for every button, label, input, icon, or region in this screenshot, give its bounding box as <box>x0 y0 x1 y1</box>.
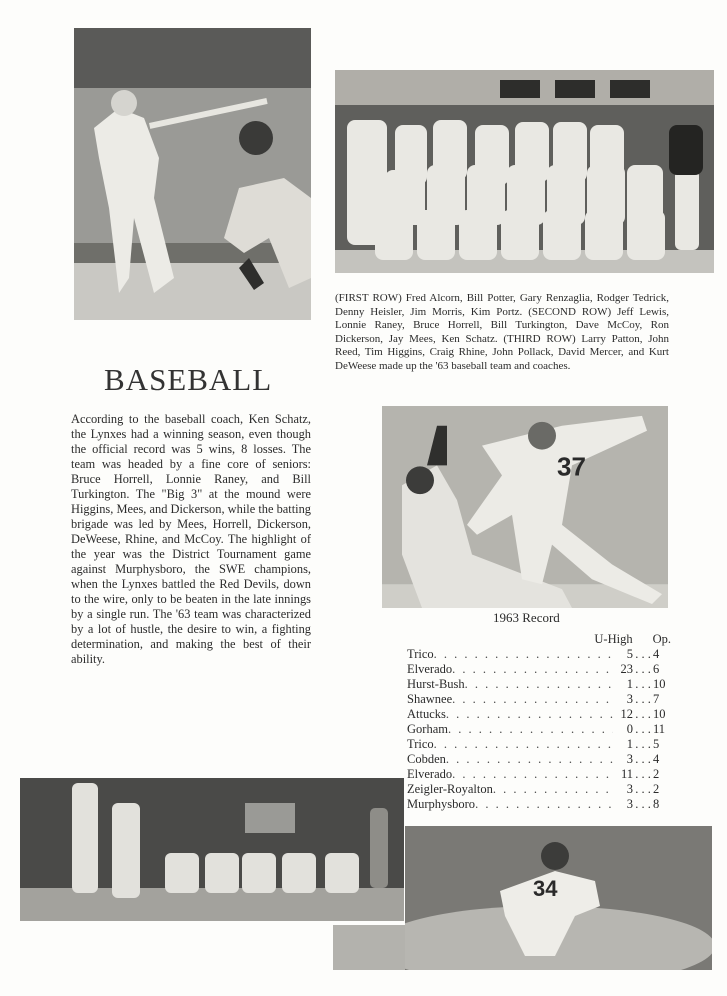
record-row <box>407 692 673 707</box>
score-separator: . . . <box>635 662 651 676</box>
score-separator: . . . <box>635 677 651 691</box>
score-separator: . . . <box>635 692 651 706</box>
record-row <box>407 707 673 722</box>
jersey-number-37: 37 <box>557 453 586 482</box>
record-opponent-score: 6 <box>653 662 660 676</box>
record-u-high-score: 12 <box>620 707 633 721</box>
dot-leader <box>493 782 613 797</box>
record-row <box>407 752 673 767</box>
record-team: Trico <box>407 737 434 751</box>
record-opponent-score: 2 <box>653 767 660 781</box>
record-row <box>407 737 673 752</box>
record-team: Hurst-Bush <box>407 677 465 691</box>
tag-play-photo <box>382 406 668 608</box>
record-opponent-score: 10 <box>653 677 666 691</box>
record-opponent-score: 7 <box>653 692 660 706</box>
score-separator: . . . <box>635 722 651 736</box>
team-photo-caption: (FIRST ROW) Fred Alcorn, Bill Potter, Gary Renzaglia, Rodger Tedrick, Denny Heisler, Jim Morris, Kim Portz. (SECOND ROW) Jeff Lewis, Lonnie Raney, Bruce Horrell, Bill Turkington, Dave McCoy, Ron Dickerson, Jay Mees, Ken Schatz. (THIRD ROW) Larry Patton, John Reed, Tim Higgins, Craig Rhine, John Pollack, David Mercer, and Kurt DeWeese made up the '63 baseball team and coaches. <box>335 292 669 372</box>
record-rows <box>407 647 673 812</box>
record-u-high-score: 1 <box>626 737 633 751</box>
dot-leader <box>448 722 613 737</box>
record-team: Murphysboro <box>407 797 476 811</box>
column-u-high: U-High <box>594 632 633 646</box>
team-photo <box>335 70 714 273</box>
record-row <box>407 782 673 797</box>
dot-leader <box>475 797 613 812</box>
score-separator: . . . <box>635 647 651 661</box>
dot-leader <box>465 677 613 692</box>
dot-leader <box>452 662 613 677</box>
record-team: Zeigler-Royalton <box>407 782 493 796</box>
record-row <box>407 677 673 692</box>
record-team: Elverado <box>407 662 453 676</box>
slide-photo-dust-extension <box>333 925 405 970</box>
record-row <box>407 767 673 782</box>
record-u-high-score: 3 <box>626 782 633 796</box>
score-separator: . . . <box>635 797 651 811</box>
score-separator: . . . <box>635 782 651 796</box>
slide-photo <box>405 826 712 970</box>
batter-photo <box>74 28 311 320</box>
record-u-high-score: 3 <box>626 797 633 811</box>
record-row <box>407 722 673 737</box>
record-row <box>407 647 673 662</box>
page-title: BASEBALL <box>104 362 273 397</box>
record-opponent-score: 10 <box>653 707 666 721</box>
dot-leader <box>434 737 613 752</box>
record-team: Attucks <box>407 707 446 721</box>
record-header <box>407 632 673 647</box>
record-title: 1963 Record <box>493 610 560 625</box>
record-team: Elverado <box>407 767 453 781</box>
record-opponent-score: 8 <box>653 797 660 811</box>
record-team: Gorham <box>407 722 448 736</box>
jersey-number-34: 34 <box>533 876 558 901</box>
score-separator: . . . <box>635 752 651 766</box>
dot-leader <box>446 707 613 722</box>
record-table <box>407 632 673 812</box>
record-opponent-score: 2 <box>653 782 660 796</box>
record-u-high-score: 23 <box>620 662 633 676</box>
score-separator: . . . <box>635 767 651 781</box>
record-u-high-score: 1 <box>626 677 633 691</box>
record-team: Cobden <box>407 752 446 766</box>
dugout-photo <box>20 778 404 921</box>
record-u-high-score: 0 <box>626 722 633 736</box>
dot-leader <box>446 752 613 767</box>
record-row <box>407 662 673 677</box>
record-opponent-score: 5 <box>653 737 660 751</box>
record-u-high-score: 3 <box>626 752 633 766</box>
record-u-high-score: 5 <box>626 647 633 661</box>
record-u-high-score: 3 <box>626 692 633 706</box>
record-team: Shawnee <box>407 692 453 706</box>
dot-leader <box>452 692 613 707</box>
column-opponent: Op. <box>652 632 671 646</box>
record-opponent-score: 4 <box>653 752 660 766</box>
article-body: According to the baseball coach, Ken Schatz, the Lynxes had a winning season, even though the official record was 5 wins, 8 losses. The team was headed by a fine core of seniors: Bruce Horrell, Lonnie Raney, and Bill Turkington. The "Big 3" at the mound were Higgins, Mees, and Dickerson, while the batting brigade was led by Mees, Horrell, Dickerson, DeWeese, Rhine, and McCoy. The highlight of the year was the District Tournament game against Murphysboro, the SWE champions, when the Lynxes battled the Red Devils, down to the wire, only to be beaten in the late innings by a single run. The '63 team was characterized by a lot of hustle, the desire to win, a fighting determination, and making the best of their ability. <box>71 412 311 666</box>
record-row <box>407 797 673 812</box>
record-opponent-score: 11 <box>653 722 666 736</box>
dot-leader <box>434 647 613 662</box>
record-u-high-score: 11 <box>620 767 633 781</box>
score-separator: . . . <box>635 707 651 721</box>
score-separator: . . . <box>635 737 651 751</box>
record-opponent-score: 4 <box>653 647 660 661</box>
record-team: Trico <box>407 647 434 661</box>
dot-leader <box>452 767 613 782</box>
